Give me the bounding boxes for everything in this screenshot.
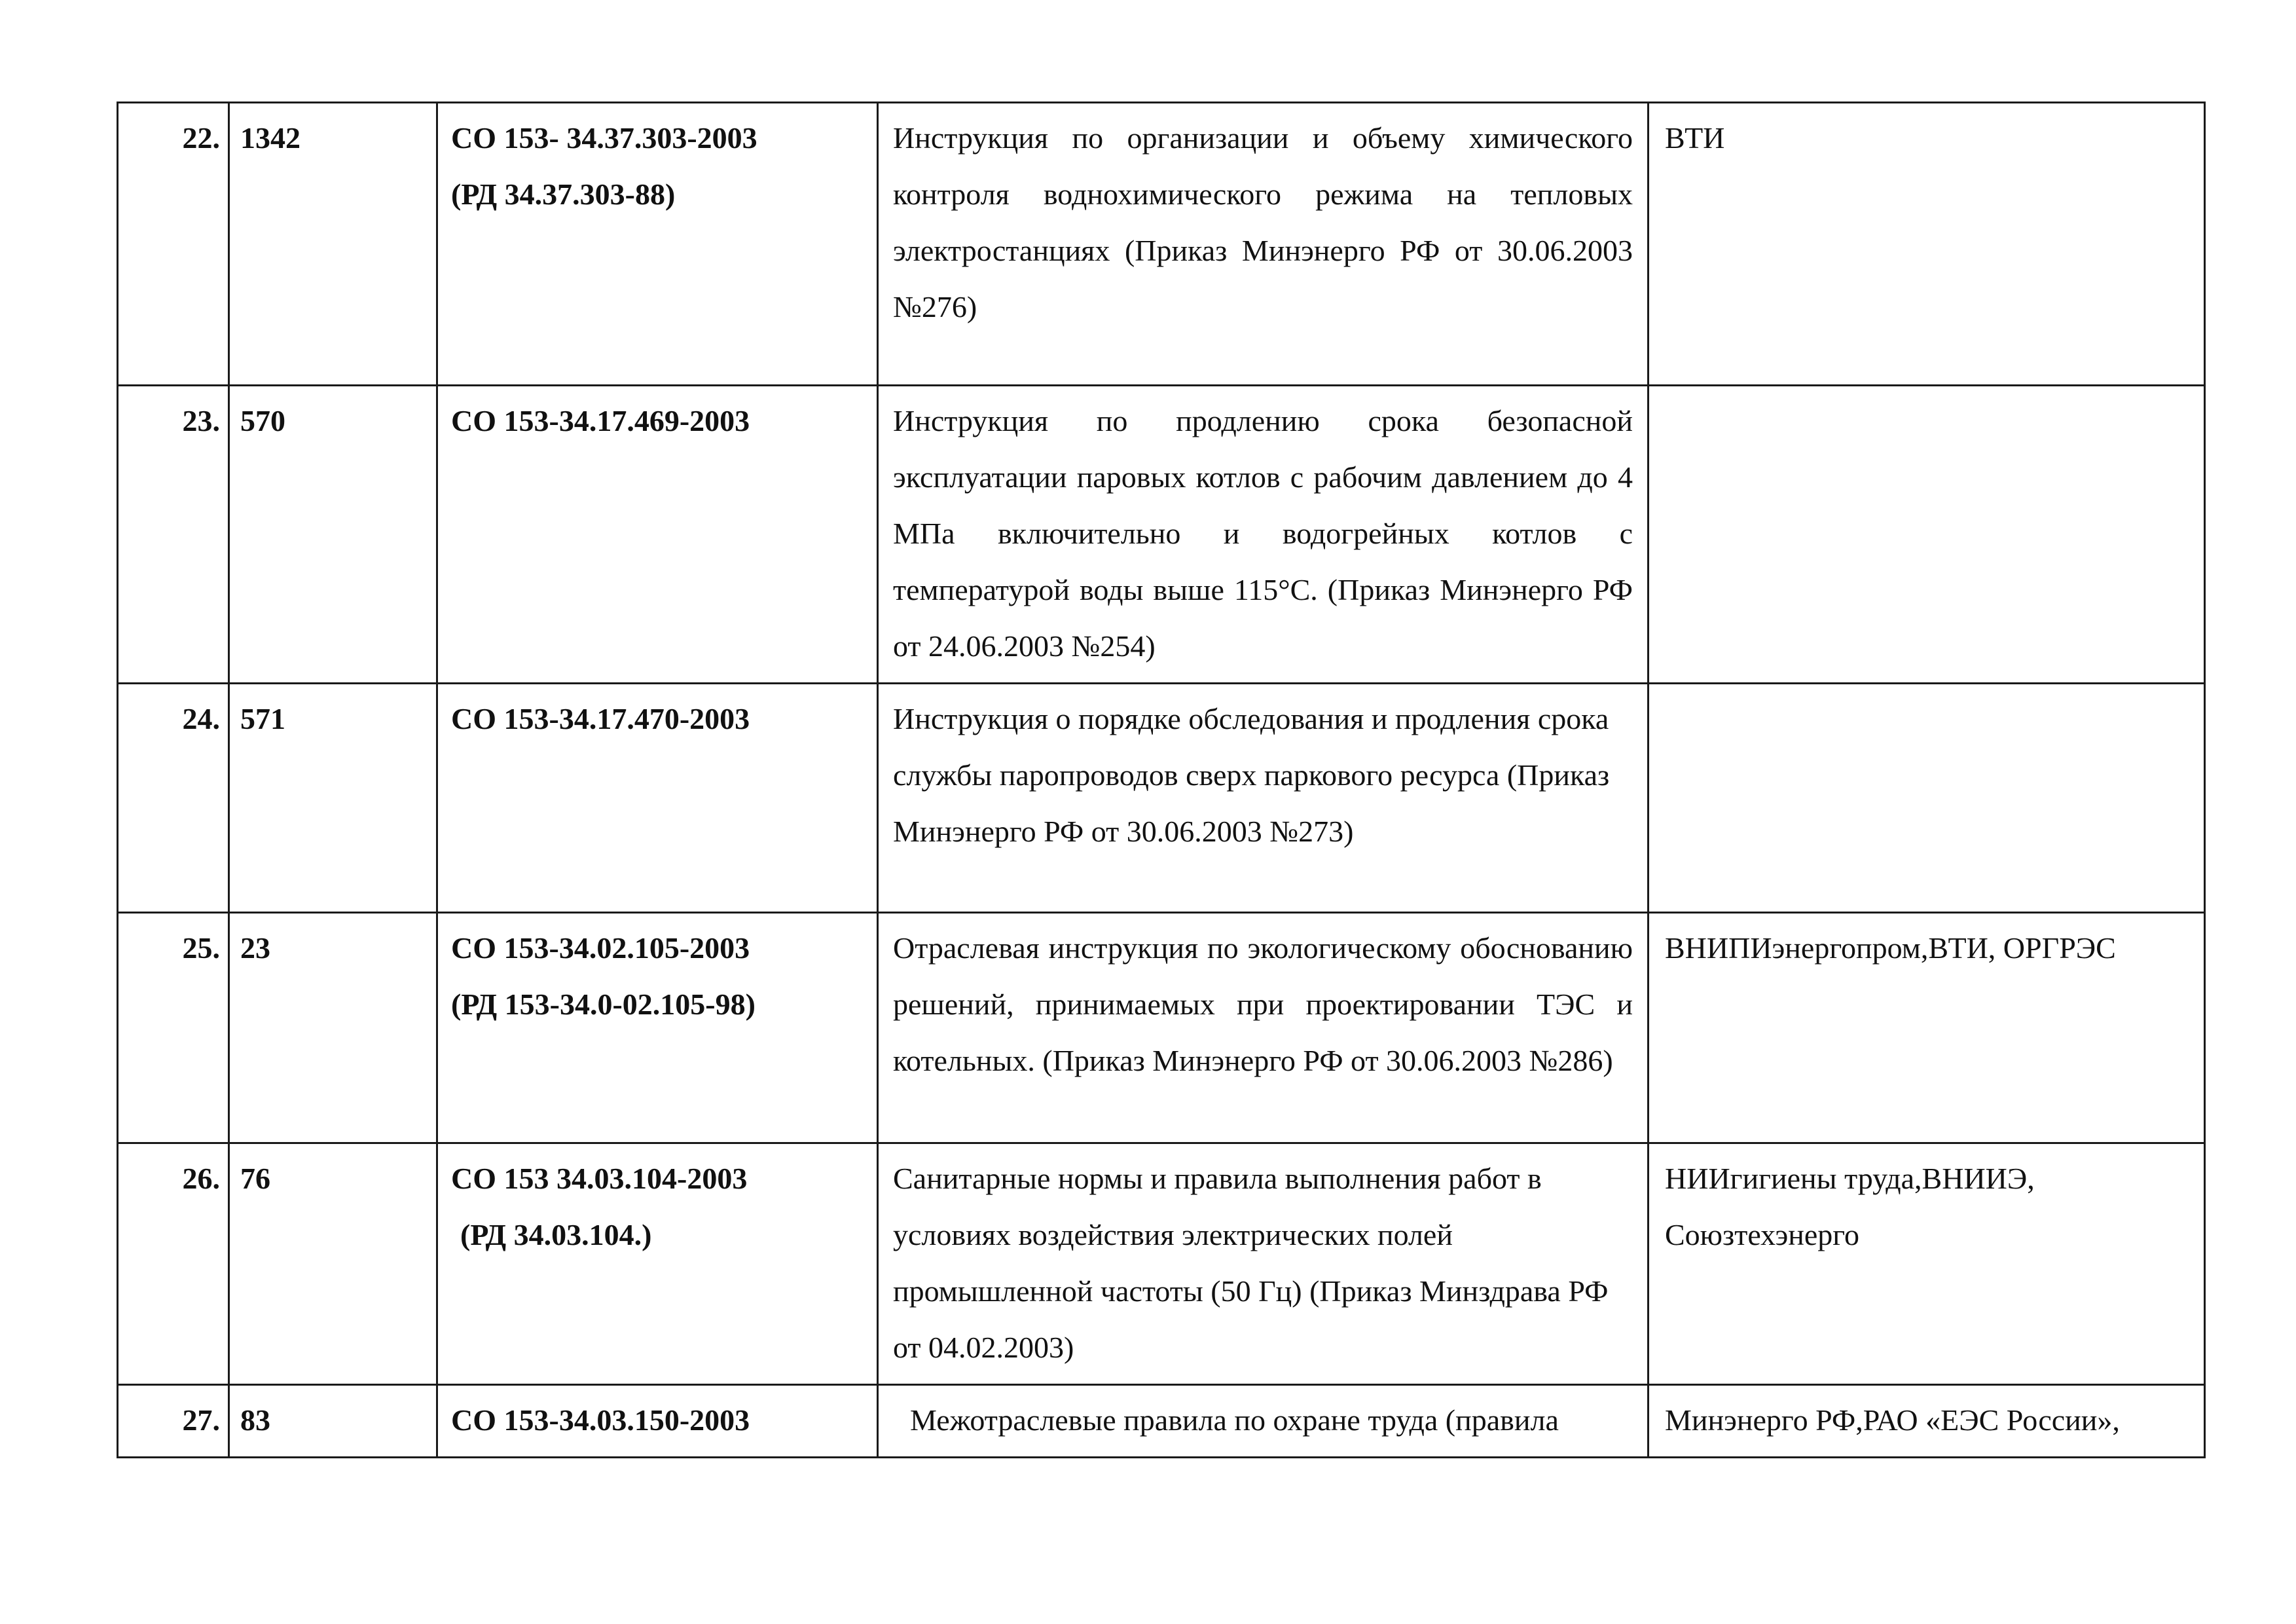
- registry-code: 83: [229, 1385, 437, 1458]
- document-designation: [437, 913, 878, 1143]
- row-number: 22.: [118, 103, 229, 386]
- document-code-previous: (РД 34.03.104.): [460, 1218, 652, 1251]
- document-designation: [437, 1143, 878, 1385]
- document-title: Отраслевая инструкция по экологическому обоснованию решений, принимаемых при проектировании ТЭС и котельных. (Приказ Минэнерго РФ от 30.06.2003 №286): [878, 913, 1649, 1143]
- document-title: Инструкция по продлению срока безопасной эксплуатации паровых котлов с рабочим давлением до 4 МПа включительно и водогрейных котлов с температурой воды выше 115°С. (Приказ Минэнерго РФ от 24.06.2003 №254): [878, 386, 1649, 684]
- document-title: Санитарные нормы и правила выполнения работ в условиях воздействия электрических полей промышленной частоты (50 Гц) (Приказ Минздрава РФ от 04.02.2003): [878, 1143, 1649, 1385]
- registry-code: 23: [229, 913, 437, 1143]
- row-number: 27.: [118, 1385, 229, 1458]
- developer-organization: Минэнерго РФ,РАО «ЕЭС России»,: [1649, 1385, 2205, 1458]
- registry-code: 571: [229, 684, 437, 913]
- table-row: [118, 1385, 2205, 1458]
- document-designation: [437, 1385, 878, 1458]
- table-row: [118, 103, 2205, 386]
- document-code-previous: (РД 34.37.303-88): [451, 177, 676, 211]
- developer-organization: ВНИПИэнергопром,ВТИ, ОРГРЭС: [1649, 913, 2205, 1143]
- developer-organization: [1649, 386, 2205, 684]
- developer-organization: [1649, 684, 2205, 913]
- developer-organization: ВТИ: [1649, 103, 2205, 386]
- document-code: СО 153-34.17.469-2003: [451, 404, 750, 437]
- document-code: СО 153-34.17.470-2003: [451, 702, 750, 735]
- document-code: СО 153- 34.37.303-2003: [451, 121, 757, 155]
- developer-organization: НИИгигиены труда,ВНИИЭ, Союзтехэнерго: [1649, 1143, 2205, 1385]
- registry-code: 1342: [229, 103, 437, 386]
- document-title: Инструкция о порядке обследования и продления срока службы паропроводов сверх паркового ресурса (Приказ Минэнерго РФ от 30.06.2003 №273): [878, 684, 1649, 913]
- document-code: СО 153-34.03.150-2003: [451, 1403, 750, 1437]
- registry-code: 76: [229, 1143, 437, 1385]
- standards-table: [117, 101, 2206, 1458]
- table-row: [118, 386, 2205, 684]
- document-title: Межотраслевые правила по охране труда (правила: [878, 1385, 1649, 1458]
- table-row: [118, 684, 2205, 913]
- document-title: Инструкция по организации и объему химического контроля воднохимического режима на тепловых электростанциях (Приказ Минэнерго РФ от 30.06.2003 №276): [878, 103, 1649, 386]
- document-code: СО 153 34.03.104-2003: [451, 1162, 748, 1195]
- document-designation: [437, 684, 878, 913]
- registry-code: 570: [229, 386, 437, 684]
- row-number: 26.: [118, 1143, 229, 1385]
- row-number: 23.: [118, 386, 229, 684]
- document-code-previous: (РД 153-34.0-02.105-98): [451, 987, 756, 1021]
- document-designation: [437, 386, 878, 684]
- row-number: 24.: [118, 684, 229, 913]
- table-row: [118, 1143, 2205, 1385]
- document-code: СО 153-34.02.105-2003: [451, 931, 750, 965]
- row-number: 25.: [118, 913, 229, 1143]
- document-designation: [437, 103, 878, 386]
- table-row: [118, 913, 2205, 1143]
